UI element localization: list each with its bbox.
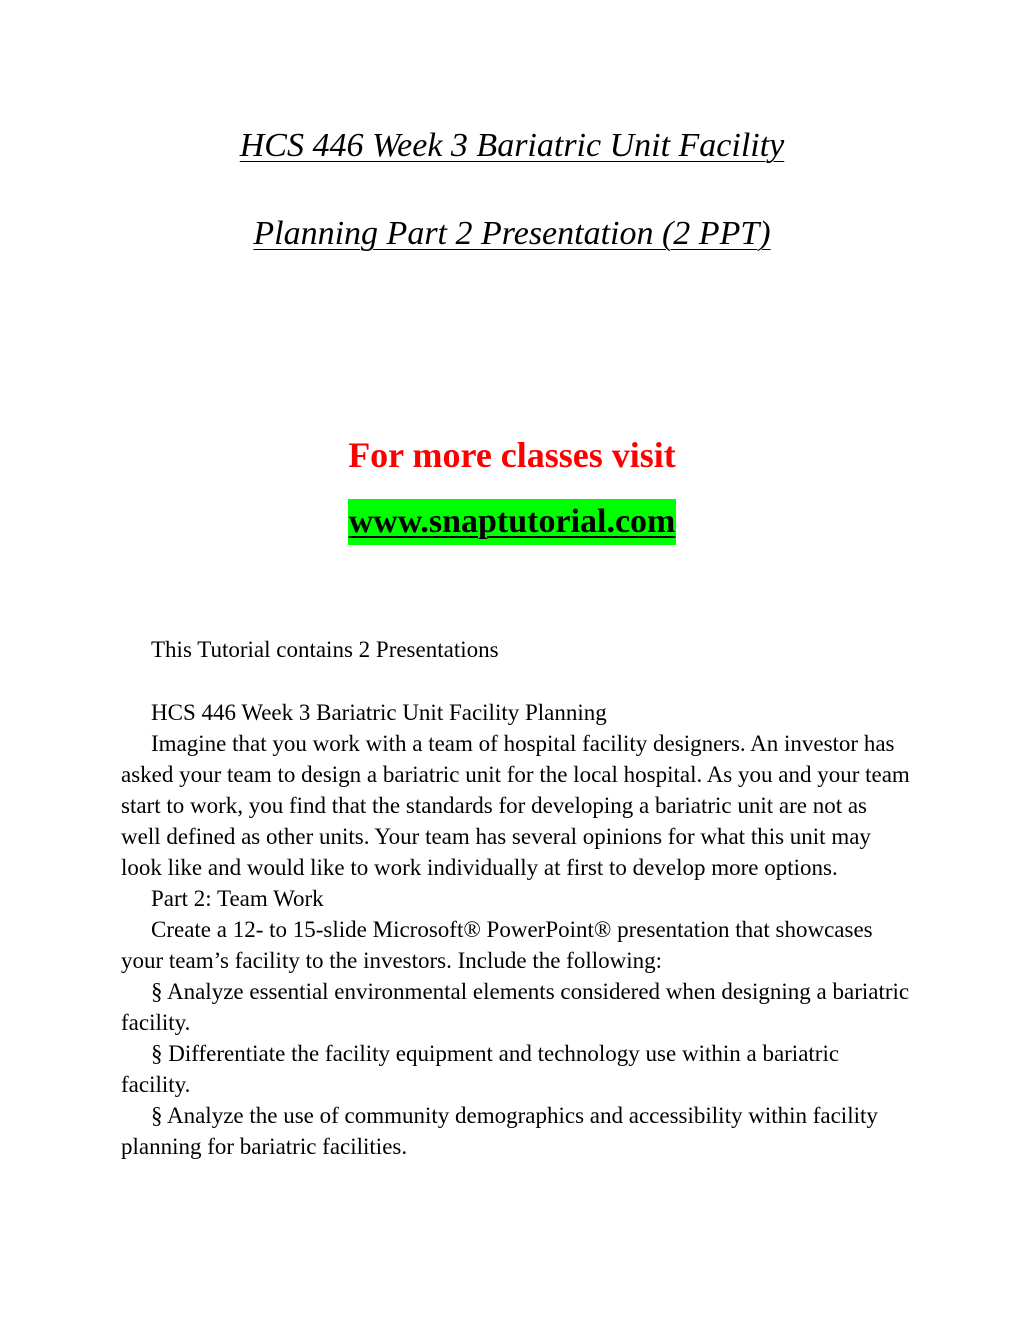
document-title-line-2 <box>0 214 1024 254</box>
scenario-paragraph: Imagine that you work with a team of hospital facility designers. An investor has asked your team to design a bariatric unit for the local hospital. As you and your team start to work, you find that the standards for developing a bariatric unit are not as well defined as other units. Your team has several opinions for what this unit may look like and would like to work individually at first to develop more options. <box>121 731 910 880</box>
document-title-line-1-text: HCS 446 Week 3 Bariatric Unit Facility <box>239 127 785 164</box>
assignment-heading: HCS 446 Week 3 Bariatric Unit Facility Planning <box>151 700 607 725</box>
intro-block <box>121 634 911 665</box>
assignment-content <box>121 697 911 1162</box>
document-title-line-2-text: Planning Part 2 Presentation (2 PPT) <box>253 215 771 252</box>
document-title-line-1 <box>0 126 1024 166</box>
instructions-paragraph: Create a 12- to 15-slide Microsoft® PowerPoint® presentation that showcases your team’s facility to the investors. Include the following: <box>121 917 873 973</box>
bullet-item: § Analyze the use of community demographics and accessibility within facility planning for bariatric facilities. <box>121 1103 878 1159</box>
intro-text: This Tutorial contains 2 Presentations <box>151 637 499 662</box>
part-heading: Part 2: Team Work <box>151 886 324 911</box>
bullet-item: § Analyze essential environmental elements considered when designing a bariatric facility. <box>121 979 910 1035</box>
snaptutorial-link[interactable]: www.snaptutorial.com <box>348 499 677 545</box>
promo-link-container <box>0 499 1024 545</box>
promo-text: For more classes visit <box>348 435 676 475</box>
bullet-item: § Differentiate the facility equipment and technology use within a bariatric facility. <box>121 1041 840 1097</box>
